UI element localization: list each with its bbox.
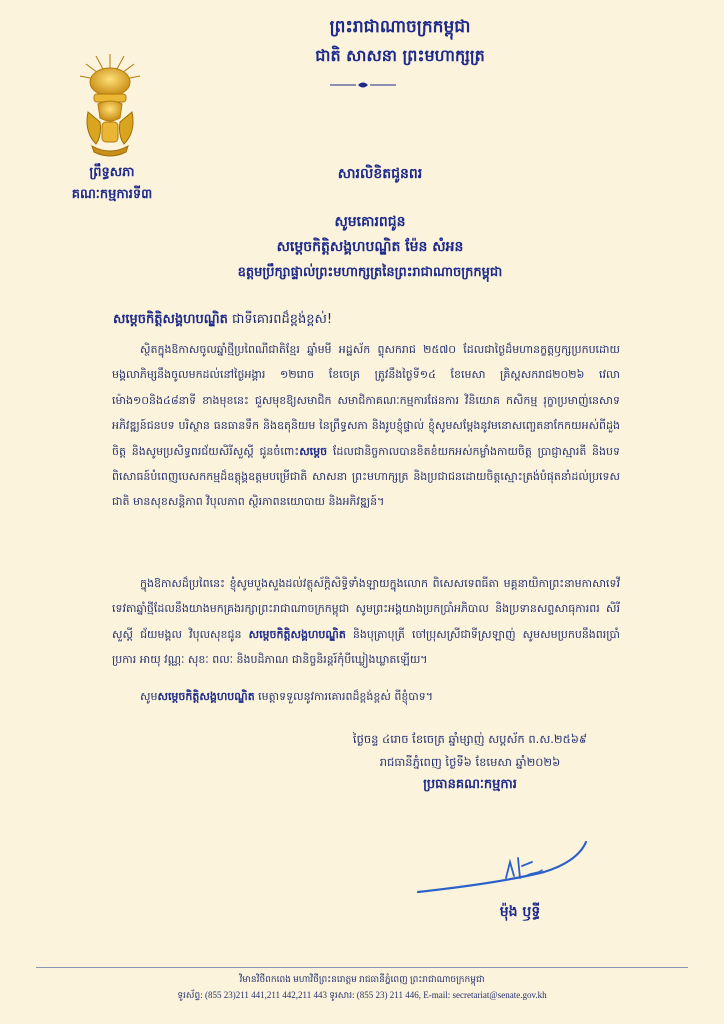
signer-title: ប្រធានគណៈកម្មការ [423,777,517,792]
footer-divider [36,967,688,968]
signer-name: ម៉ុង ឫទ្ធី [499,904,541,920]
salutation-name: សម្តេចកិត្តិសង្គហបណ្ឌិត [113,312,228,327]
salutation-rest: ជាទីគោរពដ៏ខ្ពង់ខ្ពស់! [227,312,333,327]
date-lunar: ថ្ងៃចន្ទ ៤រោច ខែចេត្រ ឆ្នាំម្សាញ់ សប្តស័ក ព.ស.២៥៦៩ [352,732,588,746]
paragraph-2-name: សម្តេចកិត្តិសង្គហបណ្ឌិត [248,627,346,641]
date-solar: រាជធានីភ្នំពេញ ថ្ងៃទី៦ ខែមេសា ឆ្នាំ២០២៦ [379,755,561,769]
paragraph-2 [112,571,620,673]
paragraph-1-text: ស្ថិតក្នុងឱកាសចូលឆ្នាំថ្មីប្រពៃណីជាតិខ្មែរ ឆ្នាំមមី អដ្ឋស័ក ព្ទុសករាជ ២៥៧០ ដែលជាថ្ងៃដ៏មហានក្ខត្តឫក្សប្រកបដោយមង្គលាភិម្សនឹងចូលមកដល់នៅថ្ងៃអង្គារ ១២រោច ខែចេត្រ ត្រូវនឹងថ្ងៃទី១៤ ខែមេសា គ្រិស្តសករាជ២០២៦ វេលាម៉ោង១០និង៤៨នាទី ខាងមុខនេះ ជួសមុខឱ្យសមាជិក សមាជិកាគណៈកម្មការផែនការ វិនិយោគ កសិកម្ម រុក្ខាប្រមាញ់នេសាទ អភិវឌ្ឍន៍ជនបទ បរិស្ថាន ធនធានទឹក និងឧតុនិយម នៃព្រឹទ្ធសភា និងរូបខ្ញុំផ្ទាល់ ខ្ញុំសូមសម្តែងនូវមនោសញ្ចេតនាកែកយអស់ពីដួងចិត្ត និងសូមប្រសិទ្ធពរជ័យសិរីសួស្តី ជូនចំពោះ [112,343,620,458]
footer-contact: ទូរស័ព្ទ: (855 23)211 441,211 442,211 443 ទូរសារ: (855 23) 211 446, E-mail: secretariat@senate.gov.kh [177,990,547,1000]
footer-address: វិមានវិថីពកពេង មហាវិថីព្រះនរោត្តម រាជធានីភ្នំពេញ ព្រះរាជាណាចក្រកម្ពុជា [239,974,485,984]
paragraph-3-rest: មេត្តាទទួលនូវការគោរពដ៏ខ្ពង់ខ្ពស់ ពីខ្ញុំបាទ។ [254,690,434,703]
org-line-senate: ព្រឹទ្ធសភា [89,165,135,180]
recipient-name: សម្តេចកិត្តិសង្គហបណ្ឌិត ម៉ែន សំអន [276,239,464,255]
recipient-greeting: សូមគោរពជូន [334,214,406,230]
document-type: សារលិខិតជូនពរ [337,166,423,182]
paragraph-2-text: ក្នុងឱកាសដ៏ប្រពៃនេះ ខ្ញុំសូមបួងសួងដល់វត្ថុស័ក្តិសិទ្ធិទាំងឡាយក្នុងលោក ពិសេសទេពធីតា មគ្គនាយិកាព្រះនាមកាសាទេវី ទេវតាឆ្នាំថ្មីដែលនឹងយាងមកគ្រងរក្សាព្រះរាជាណាចក្រកម្ពុជា សូមព្រះអង្គយាងប្រកប្រាំអភិបាល និងប្រទានសព្ទសាធុការពរ សិរីសួស្តី ជ័យមង្គល វិបុលសុខជូន [112,577,620,641]
kingdom-heading: ព្រះរាជាណាចក្រកម្ពុជា [329,17,471,37]
recipient-block [60,210,680,286]
sender-organization [52,162,172,206]
paragraph-3-pre: សូម [140,690,158,703]
org-line-commission: គណៈកម្មការទី៣ [71,187,153,202]
handwritten-signature-image [414,832,594,902]
paragraph-3-name: សម្តេចកិត្តិសង្គហបណ្ឌិត [157,690,255,703]
senate-emblem-icon [78,52,142,158]
paragraph-1-name: សម្តេច [299,444,328,458]
recipient-title: ឧត្តមប្រឹក្សាផ្ទាល់ព្រះមហាក្សត្រនៃព្រះរាជាណាចក្រកម្ពុជា [237,265,503,280]
paragraph-3 [140,684,620,709]
paragraph-1-rest: ដែលជានិច្ចកាលបានខិតខំយកអស់កម្លាំងកាយចិត្ត ប្រាជ្ញាស្មារតី និងបទពិសោធន៍បំពេញបេសកកម្មដ៏ឧត្តុង្គឧត្តមបម្រើជាតិ សាសនា ព្រះមហាក្សត្រ និងប្រជាជនដោយចិត្តស្មោះត្រង់បំផុតនាំដល់ប្រទេសជាតិ មានសុខសន្តិភាព វិបុលភាព ស្ថិរភាពនយោបាយ និងអភិវឌ្ឍន៍។ [112,444,620,509]
divider-ornament-icon [328,80,398,90]
national-motto: ជាតិ សាសនា ព្រះមហាក្សត្រ [315,46,485,65]
paragraph-2-rest: និងបុត្រាបុត្រី ចៅប្រុសស្រីជាទីស្រឡាញ់ សូមសមប្រកបនឹងពរប្រាំប្រការ អាយុ វណ្ណៈ សុខៈ ពលៈ និងបដិភាណ ជានិច្ចនិរន្តរ៍កុំបីឃ្លៀងឃ្លាតឡើយ។ [112,627,621,667]
salutation [113,308,332,332]
paragraph-1 [112,337,620,515]
